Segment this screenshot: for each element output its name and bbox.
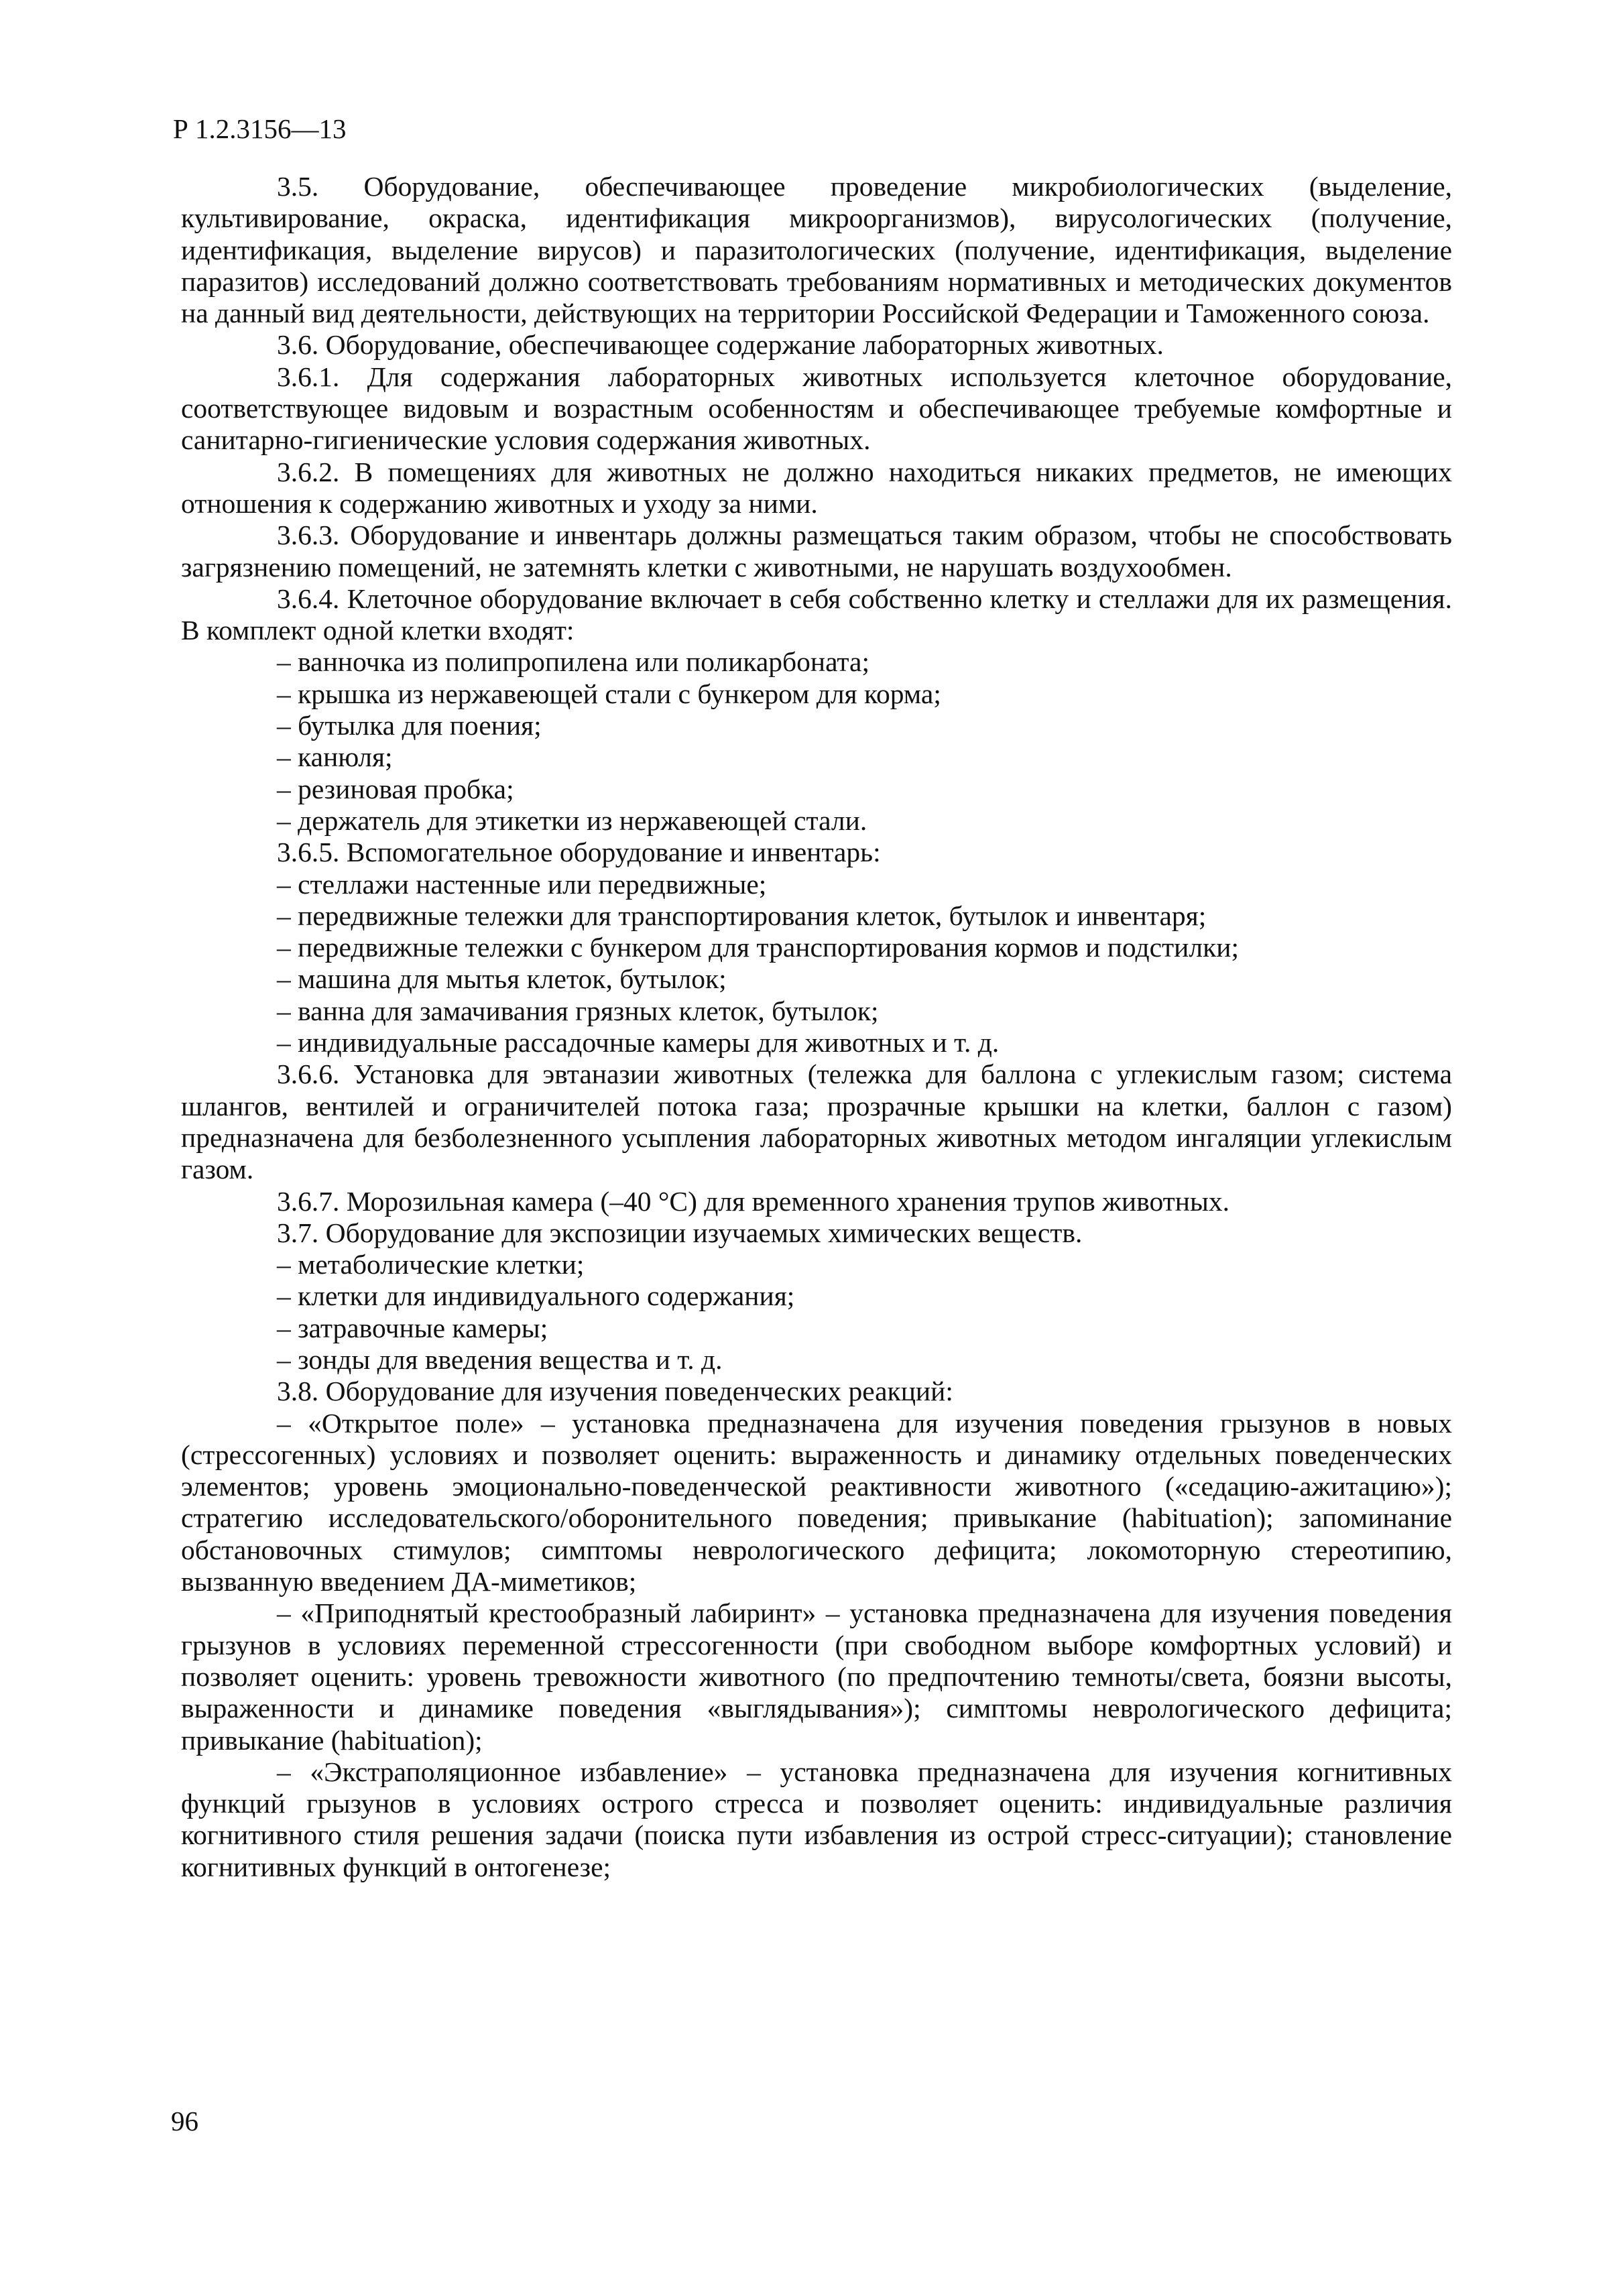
paragraph: 3.6.7. Морозильная камера (–40 °С) для временного хранения трупов животных. xyxy=(277,1185,1230,1217)
paragraph: 3.7. Оборудование для экспозиции изучаемых химических веществ. xyxy=(277,1217,1083,1248)
list-item: – передвижные тележки для транспортирования клеток, бутылок и инвентаря; xyxy=(277,900,1207,931)
paragraph: 3.6. Оборудование, обеспечивающее содержание лабораторных животных. xyxy=(277,329,1164,361)
paragraph: 3.5. Оборудование, обеспечивающее проведение микробиологических (выделение, культивирование, окраска, идентификация микроорганизмов), вирусологических (получение, идентификация, выделение вирусов) и паразитологических (получение, идентификация, выделение паразитов) исследований должно соответствовать требованиям нормативных и методических документов на данный вид деятельности, действующих на территории Российской Федерации и Таможенного союза. xyxy=(181,171,1452,329)
page-number: 96 xyxy=(171,2106,198,2136)
document-code-header: Р 1.2.3156—13 xyxy=(173,113,347,144)
paragraph: – «Экстраполяционное избавление» – установка предназначена для изучения когнитивных функций грызунов в условиях острого стресса и позволяет оценить: индивидуальные различия когнитивного стиля решения задачи (поиска пути избавления из острой стресс-ситуации); становление когнитивных функций в онтогенезе; xyxy=(181,1756,1452,1882)
paragraph: 3.6.2. В помещениях для животных не должно находиться никаких предметов, не имеющих отношения к содержанию животных и уходу за ними. xyxy=(181,456,1452,519)
list-item: – метаболические клетки; xyxy=(277,1249,585,1280)
list-item: – бутылка для поения; xyxy=(277,710,542,741)
paragraph: – «Приподнятый крестообразный лабиринт» – установка предназначена для изучения поведения грызунов в условиях переменной стрессогенности (при свободном выборе комфортных условий) и позволяет оценить: уровень тревожности животного (по предпочтению темноты/света, боязни высоты, выраженности и динамике поведения «выглядывания»); симптомы неврологического дефицита; привыкание (habituation); xyxy=(181,1597,1452,1756)
body-text xyxy=(181,171,1452,1883)
list-item: – передвижные тележки с бункером для транспортирования кормов и подстилки; xyxy=(277,932,1239,963)
paragraph: – «Открытое поле» – установка предназначена для изучения поведения грызунов в новых (стрессогенных) условиях и позволяет оценить: выраженность и динамику отдельных поведенческих элементов; уровень эмоционально-поведенческой реактивности животного («седацию-ажитацию»); стратегию исследовательского/оборонительного поведения; привыкание (habituation); запоминание обстановочных стимулов; симптомы неврологического дефицита; локомоторную стереотипию, вызванную введением ДА-миметиков; xyxy=(181,1407,1452,1597)
list-item: – стеллажи настенные или передвижные; xyxy=(277,868,767,900)
paragraph: 3.6.6. Установка для эвтаназии животных (тележка для баллона с углекислым газом; система шлангов, вентилей и ограничителей потока газа; прозрачные крышки на клетки, баллон с газом) предназначена для безболезненного усыпления лабораторных животных методом ингаляции углекислым газом. xyxy=(181,1059,1452,1185)
list-item: – машина для мытья клеток, бутылок; xyxy=(277,963,727,995)
list-item: – ванночка из полипропилена или поликарбоната; xyxy=(277,646,870,678)
paragraph: 3.6.5. Вспомогательное оборудование и инвентарь: xyxy=(277,837,881,868)
list-item: – индивидуальные рассадочные камеры для животных и т. д. xyxy=(277,1027,1000,1059)
paragraph: 3.6.4. Клеточное оборудование включает в себя собственно клетку и стеллажи для их размещения. В комплект одной клетки входят: xyxy=(181,583,1452,646)
list-item: – ванна для замачивания грязных клеток, бутылок; xyxy=(277,995,879,1026)
paragraph: 3.6.1. Для содержания лабораторных животных используется клеточное оборудование, соответствующее видовым и возрастным особенностям и обеспечивающее требуемые комфортные и санитарно-гигиенические условия содержания животных. xyxy=(181,361,1452,456)
paragraph: 3.8. Оборудование для изучения поведенческих реакций: xyxy=(277,1376,953,1407)
list-item: – затравочные камеры; xyxy=(277,1312,548,1343)
list-item: – канюля; xyxy=(277,741,393,773)
list-item: – держатель для этикетки из нержавеющей стали. xyxy=(277,804,867,836)
list-item: – зонды для введения вещества и т. д. xyxy=(277,1343,723,1375)
list-item: – клетки для индивидуального содержания; xyxy=(277,1280,795,1312)
list-item: – резиновая пробка; xyxy=(277,773,514,804)
list-item: – крышка из нержавеющей стали с бункером для корма; xyxy=(277,678,941,709)
paragraph: 3.6.3. Оборудование и инвентарь должны размещаться таким образом, чтобы не способствовать загрязнению помещений, не затемнять клетки с животными, не нарушать воздухообмен. xyxy=(181,520,1452,583)
